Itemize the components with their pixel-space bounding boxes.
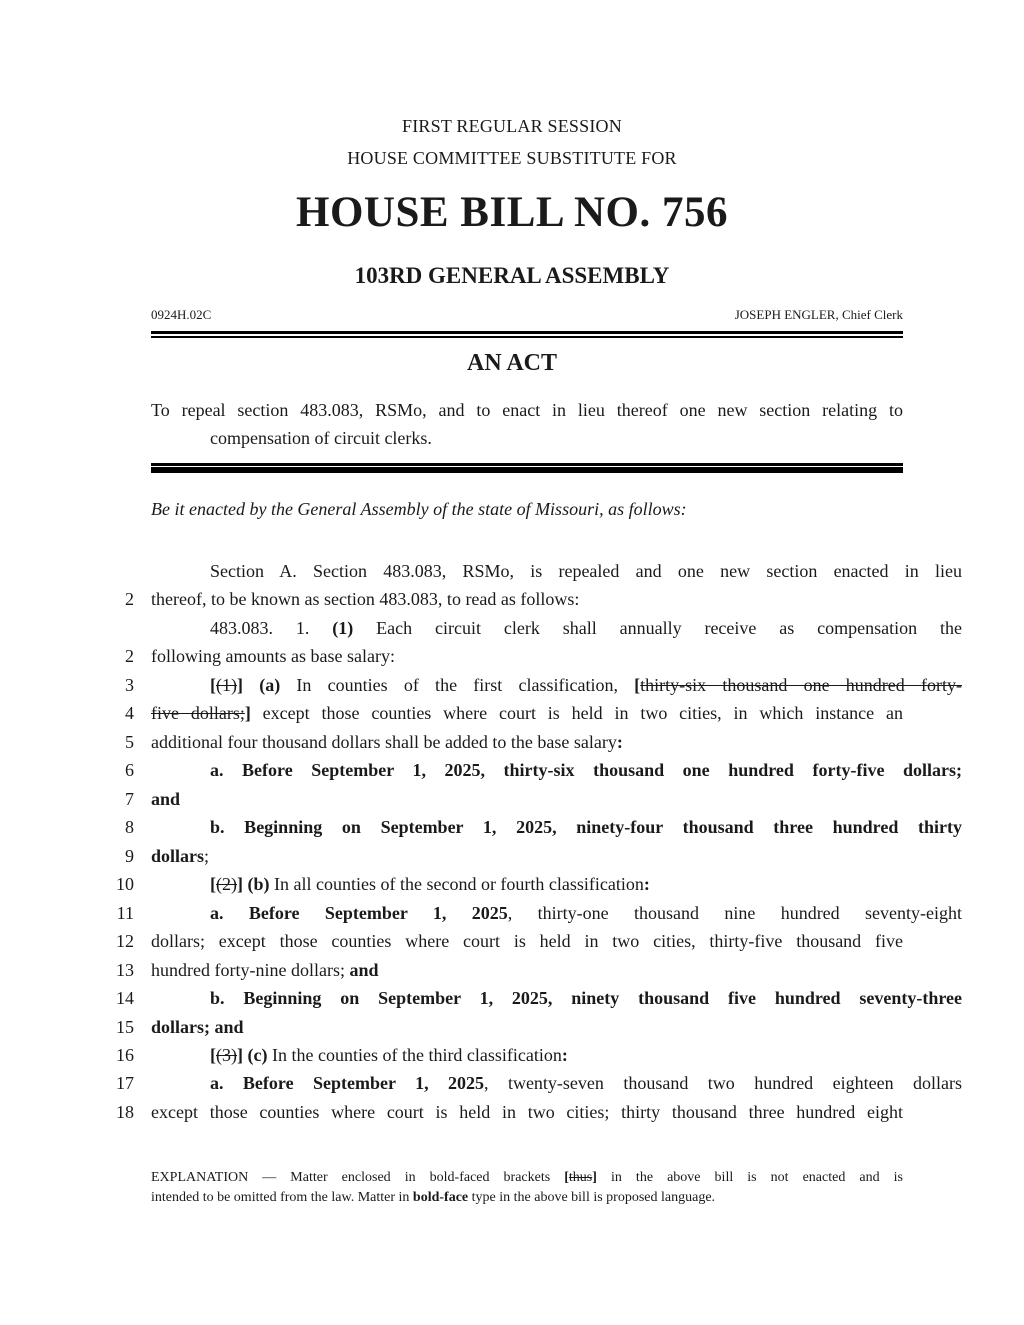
line-text: hundred forty-nine dollars; and (151, 959, 379, 980)
bill-line (0, 614, 1024, 642)
bill-line (0, 756, 1024, 784)
line-text: dollars; (151, 845, 210, 866)
act-title-line: To repeal section 483.083, RSMo, and to enact in lieu thereof one new section relating to (151, 400, 903, 420)
line-number: 10 (116, 874, 134, 895)
title-divider-top (151, 463, 903, 466)
bill-line (0, 785, 1024, 813)
line-text: except those counties where court is held in two cities; thirty thousand three hundred eight (151, 1101, 903, 1122)
bill-number-title: HOUSE BILL NO. 756 (296, 189, 728, 236)
act-title-line: compensation of circuit clerks. (210, 428, 432, 448)
line-number: 6 (125, 760, 134, 781)
line-number: 11 (116, 902, 134, 923)
line-text: a. Before September 1, 2025, thirty-six thousand one hundred forty-five dollars; (210, 760, 962, 781)
line-text: a. Before September 1, 2025, twenty-seven thousand two hundred eighteen dollars (210, 1073, 962, 1094)
bill-line (0, 557, 1024, 585)
bill-line (0, 585, 1024, 613)
title-divider-bottom (151, 467, 903, 473)
line-number: 16 (116, 1044, 134, 1065)
line-text: following amounts as base salary: (151, 646, 395, 667)
line-text: Section A. Section 483.083, RSMo, is repealed and one new section enacted in lieu (210, 561, 962, 581)
bill-line (0, 927, 1024, 955)
line-text: [(1)] (a) In counties of the first classification, [thirty-six thousand one hundred forty- (210, 674, 962, 695)
line-number: 2 (125, 646, 134, 667)
act-heading: AN ACT (466, 350, 557, 376)
line-text: dollars; except those counties where court is held in two cities, thirty-five thousand five (151, 931, 903, 952)
line-number: 5 (125, 731, 134, 752)
chief-clerk: JOSEPH ENGLER, Chief Clerk (734, 307, 903, 322)
substitute-heading: HOUSE COMMITTEE SUBSTITUTE FOR (347, 148, 677, 168)
assembly-heading: 103RD GENERAL ASSEMBLY (354, 263, 670, 288)
line-number: 13 (116, 959, 134, 980)
header-divider-bottom (151, 336, 903, 338)
line-text: thereof, to be known as section 483.083, to read as follows: (151, 589, 580, 610)
line-text: dollars; and (151, 1016, 244, 1037)
bill-line (0, 1041, 1024, 1069)
line-number: 7 (125, 788, 134, 809)
header-divider-top (151, 331, 903, 334)
line-text: additional four thousand dollars shall be added to the base salary: (151, 731, 623, 752)
bill-line (0, 699, 1024, 727)
bill-code: 0924H.02C (151, 307, 212, 322)
line-text: b. Beginning on September 1, 2025, ninety thousand five hundred seventy-three (210, 988, 962, 1009)
line-text: [(3)] (c) In the counties of the third classification: (210, 1044, 568, 1065)
bill-line (0, 642, 1024, 670)
bill-line (0, 1013, 1024, 1041)
line-text: and (151, 788, 181, 809)
bill-line (0, 813, 1024, 841)
bill-line (0, 1069, 1024, 1097)
bill-line (0, 984, 1024, 1012)
act-title (151, 396, 903, 452)
line-number: 14 (116, 988, 134, 1009)
line-number: 15 (116, 1016, 134, 1037)
line-text: 483.083. 1. (1) Each circuit clerk shall annually receive as compensation the (210, 617, 963, 638)
line-text: five dollars;] except those counties where court is held in two cities, in which instance an (151, 703, 903, 724)
explanation-line: intended to be omitted from the law. Matter in bold-face type in the above bill is proposed language. (151, 1190, 716, 1205)
line-number: 3 (125, 674, 134, 695)
line-number: 4 (125, 703, 134, 724)
bill-line (0, 728, 1024, 756)
explanation-line: EXPLANATION — Matter enclosed in bold-faced brackets [thus] in the above bill is not enacted and is (151, 1170, 903, 1185)
line-number: 2 (125, 589, 134, 610)
line-number: 17 (116, 1073, 134, 1094)
bill-line (0, 899, 1024, 927)
line-number: 8 (125, 817, 134, 838)
line-number: 9 (125, 845, 134, 866)
line-text: b. Beginning on September 1, 2025, ninety-four thousand three hundred thirty (210, 817, 962, 838)
session-heading: FIRST REGULAR SESSION (402, 116, 622, 136)
bill-line (0, 842, 1024, 870)
bill-line (0, 870, 1024, 898)
bill-line (0, 956, 1024, 984)
line-number: 12 (116, 931, 134, 952)
line-text: [(2)] (b) In all counties of the second or fourth classification: (210, 874, 650, 895)
explanation-note (151, 1168, 903, 1208)
bill-line (0, 671, 1024, 699)
bill-line (0, 1098, 1024, 1126)
line-text: a. Before September 1, 2025, thirty-one thousand nine hundred seventy-eight (210, 902, 963, 923)
enacting-clause: Be it enacted by the General Assembly of the state of Missouri, as follows: (151, 499, 687, 519)
line-number: 18 (116, 1101, 134, 1122)
bill-body (0, 557, 1024, 1126)
